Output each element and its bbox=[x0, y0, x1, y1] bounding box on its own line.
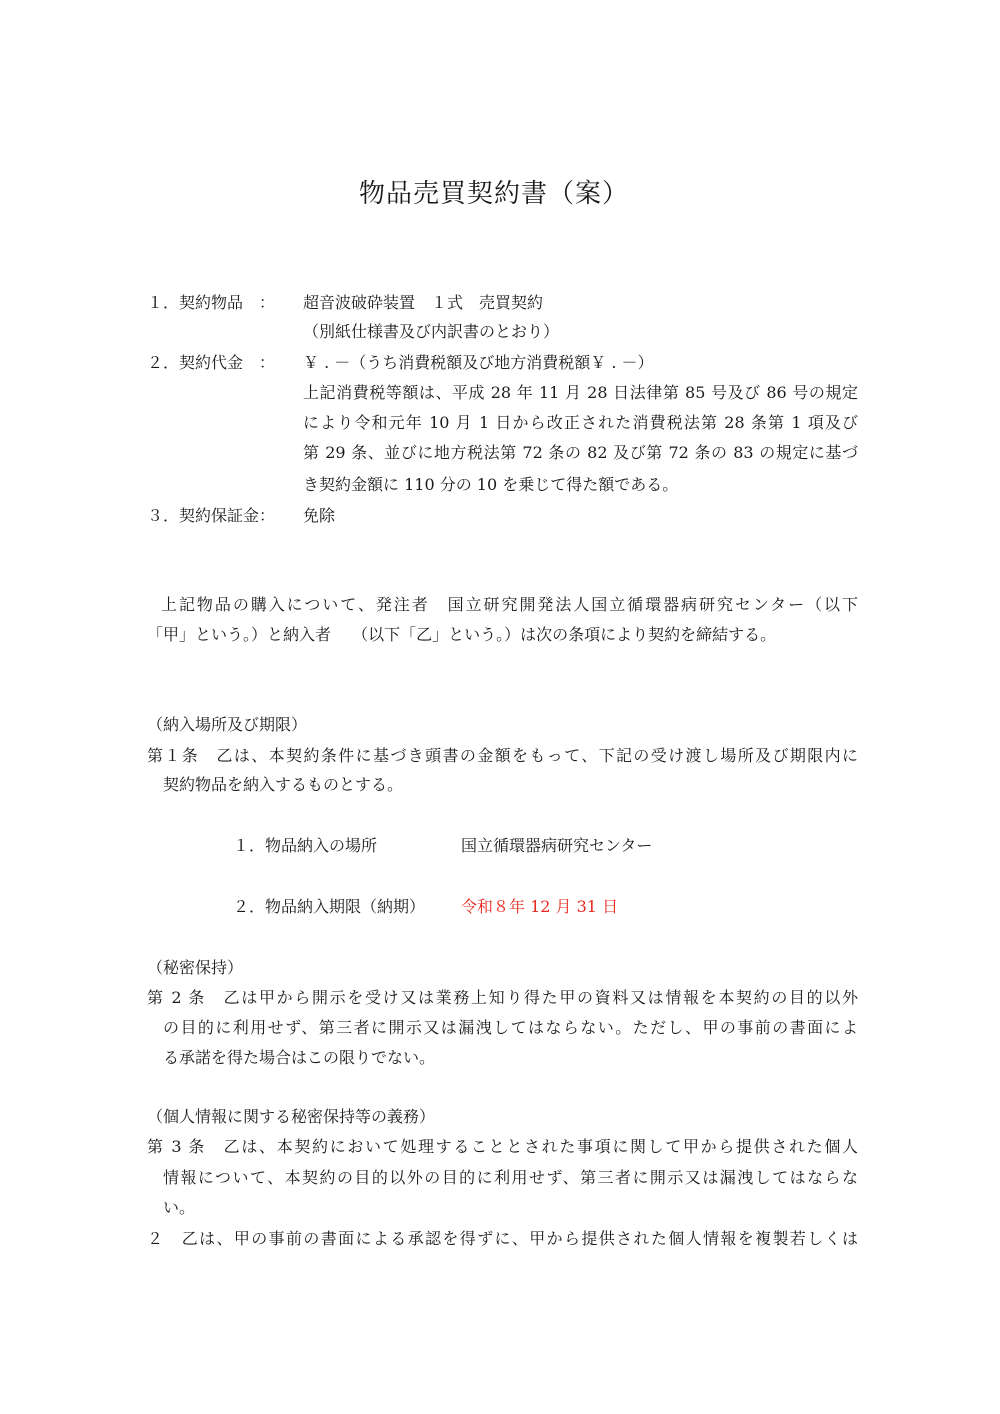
tax-line: により令和元年 10 月 1 日から改正された消費税法第 28 条第 1 項及び bbox=[303, 413, 858, 432]
tax-line: き契約金額に 110 分の 10 を乗じて得た額である。 bbox=[303, 475, 679, 494]
item1-label: １．契約物品 ： bbox=[147, 293, 276, 312]
item2-label: ２．契約代金 ： bbox=[147, 353, 276, 372]
item1-value: 超音波破砕装置 １式 売買契約 bbox=[303, 293, 544, 312]
delivery-place-value: 国立循環器病研究センター bbox=[461, 836, 653, 855]
article1-heading: （納入場所及び期限） bbox=[147, 715, 308, 734]
article3-heading: （個人情報に関する秘密保持等の義務） bbox=[147, 1107, 436, 1126]
delivery-place-label: １．物品納入の場所 bbox=[233, 836, 378, 855]
item2-value: ￥ . －（うち消費税額及び地方消費税額￥ . －） bbox=[303, 353, 654, 372]
article1-line: 第１条 乙は、本契約条件に基づき頭書の金額をもって、下記の受け渡し場所及び期限内に bbox=[147, 746, 858, 765]
preamble-line: 上記物品の購入について、発注者 国立研究開発法人国立循環器病研究センター（以下 bbox=[161, 595, 858, 614]
article2-heading: （秘密保持） bbox=[147, 958, 244, 977]
item3-value: 免除 bbox=[303, 506, 336, 525]
preamble-line: 「甲」という。）と納入者 （以下「乙」という。）は次の条項により契約を締結する。 bbox=[147, 625, 777, 644]
article2-line: る承諾を得た場合はこの限りでない。 bbox=[163, 1048, 436, 1067]
tax-line: 上記消費税等額は、平成 28 年 11 月 28 日法律第 85 号及び 86 号の規定 bbox=[303, 383, 858, 402]
article1-line: 契約物品を納入するものとする。 bbox=[163, 775, 404, 794]
tax-line: 第 29 条、並びに地方税法第 72 条の 82 及び第 72 条の 83 の規定に基づ bbox=[303, 443, 858, 462]
article3-line: い。 bbox=[163, 1198, 196, 1217]
article2-line: の目的に利用せず、第三者に開示又は漏洩してはならない。ただし、甲の事前の書面によ bbox=[163, 1018, 858, 1037]
delivery-deadline-value: 令和８年 12 月 31 日 bbox=[461, 897, 619, 916]
article3-line: 第 3 条 乙は、本契約において処理することとされた事項に関して甲から提供された個人 bbox=[147, 1137, 858, 1156]
page-title: 物品売買契約書（案） bbox=[358, 179, 629, 209]
article3-line: ２ 乙は、甲の事前の書面による承認を得ずに、甲から提供された個人情報を複製若しくは bbox=[147, 1229, 858, 1248]
article3-line: 情報について、本契約の目的以外の目的に利用せず、第三者に開示又は漏洩してはならな bbox=[163, 1168, 858, 1187]
item1-note: （別紙仕様書及び内訳書のとおり） bbox=[303, 322, 560, 341]
delivery-deadline-label: ２．物品納入期限（納期） bbox=[233, 897, 426, 916]
item3-label: ３．契約保証金： bbox=[147, 506, 276, 525]
article2-line: 第 2 条 乙は甲から開示を受け又は業務上知り得た甲の資料又は情報を本契約の目的以外 bbox=[147, 988, 858, 1007]
